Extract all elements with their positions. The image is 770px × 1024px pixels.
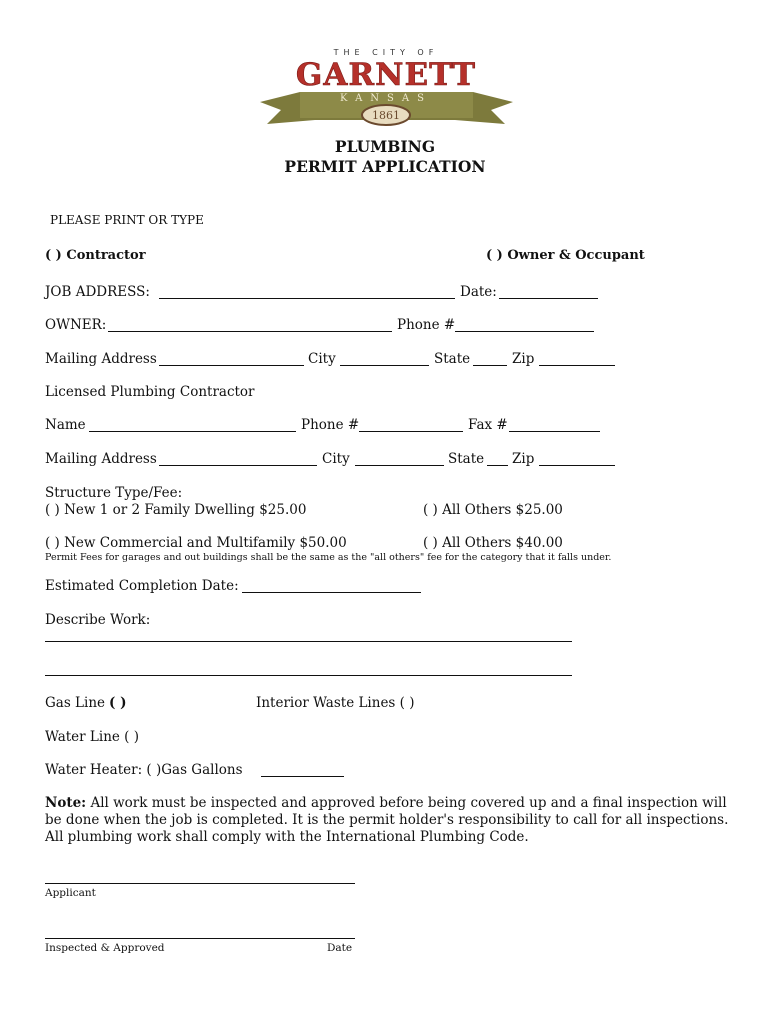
contractor-zip-field[interactable] <box>539 465 615 466</box>
signature-date-label: Date <box>327 942 353 954</box>
contractor-name-field[interactable] <box>89 431 296 432</box>
job-address-label: JOB ADDRESS: <box>45 284 150 300</box>
contractor-phone-field[interactable] <box>359 431 463 432</box>
fee-note: Permit Fees for garages and out buildings shall be the same as the "all others" fee for the category that it falls under. <box>45 552 612 563</box>
owner-phone-field[interactable] <box>455 331 594 332</box>
applicant-signature-line[interactable] <box>45 883 355 884</box>
logo-year: 1861 <box>372 109 400 122</box>
owner-phone-label: Phone # <box>397 317 456 333</box>
contractor-checkbox[interactable]: ( ) Contractor <box>45 248 146 263</box>
contractor-state-field[interactable] <box>487 465 508 466</box>
logo-name: GARNETT <box>295 57 477 93</box>
job-address-field[interactable] <box>159 298 455 299</box>
title-line-1: PLUMBING <box>334 137 436 156</box>
fee-option-others-25[interactable]: ( ) All Others $25.00 <box>423 502 563 518</box>
contractor-name-label: Name <box>45 417 86 433</box>
structure-heading: Structure Type/Fee: <box>45 485 183 501</box>
water-line-checkbox[interactable]: Water Line ( ) <box>45 729 139 745</box>
contractor-city-label: City <box>322 451 350 467</box>
inspected-signature-line[interactable] <box>45 938 355 939</box>
contractor-fax-field[interactable] <box>509 431 600 432</box>
garnett-logo-graphic <box>255 44 517 134</box>
contractor-city-field[interactable] <box>355 465 444 466</box>
date-label: Date: <box>460 284 497 300</box>
contractor-mailing-address-label: Mailing Address <box>45 451 157 467</box>
contractor-state-label: State <box>448 451 485 467</box>
note-text: All work must be inspected and approved before being covered up and a final inspection will be done when the job is completed. It is the permit holder's responsibility to call for all inspections. All plumbing work shall comply with the International Plumbing Code. <box>45 795 729 845</box>
owner-label: OWNER: <box>45 317 107 333</box>
note-label: Note: <box>45 795 87 811</box>
contractor-phone-label: Phone # <box>301 417 360 433</box>
interior-waste-checkbox[interactable]: Interior Waste Lines ( ) <box>256 695 415 711</box>
gas-line-label: Gas Line <box>45 695 106 711</box>
water-heater-label: Water Heater: ( )Gas Gallons <box>45 762 243 778</box>
contractor-fax-label: Fax # <box>468 417 508 433</box>
owner-occupant-checkbox[interactable]: ( ) Owner & Occupant <box>486 248 645 263</box>
inspected-approved-label: Inspected & Approved <box>45 942 165 954</box>
title-line-2: PERMIT APPLICATION <box>284 157 486 176</box>
date-field[interactable] <box>499 298 598 299</box>
fee-option-family[interactable]: ( ) New 1 or 2 Family Dwelling $25.00 <box>45 502 307 518</box>
logo-top-text: THE CITY OF <box>333 48 439 57</box>
describe-work-line-1[interactable] <box>45 641 572 642</box>
owner-zip-label: Zip <box>512 351 535 367</box>
completion-date-label: Estimated Completion Date: <box>45 578 239 594</box>
owner-mailing-address-field[interactable] <box>159 365 304 366</box>
logo-state: KANSAS <box>340 93 432 104</box>
city-logo <box>255 44 517 134</box>
fee-option-others-40[interactable]: ( ) All Others $40.00 <box>423 535 563 551</box>
owner-state-label: State <box>434 351 471 367</box>
contractor-mailing-address-field[interactable] <box>159 465 317 466</box>
gallons-field[interactable] <box>261 776 344 777</box>
note-paragraph <box>45 795 735 846</box>
fee-option-commercial[interactable]: ( ) New Commercial and Multifamily $50.00 <box>45 535 347 551</box>
owner-city-label: City <box>308 351 336 367</box>
contractor-zip-label: Zip <box>512 451 535 467</box>
applicant-label: Applicant <box>45 887 96 899</box>
instruction-text: PLEASE PRINT OR TYPE <box>50 213 204 227</box>
owner-field[interactable] <box>108 331 392 332</box>
licensed-contractor-heading: Licensed Plumbing Contractor <box>45 384 255 400</box>
describe-work-label: Describe Work: <box>45 612 151 628</box>
owner-mailing-address-label: Mailing Address <box>45 351 157 367</box>
owner-city-field[interactable] <box>340 365 429 366</box>
owner-zip-field[interactable] <box>539 365 615 366</box>
describe-work-line-2[interactable] <box>45 675 572 676</box>
gas-line-checkbox[interactable]: ( ) <box>109 695 127 711</box>
completion-date-field[interactable] <box>242 592 421 593</box>
owner-state-field[interactable] <box>473 365 507 366</box>
